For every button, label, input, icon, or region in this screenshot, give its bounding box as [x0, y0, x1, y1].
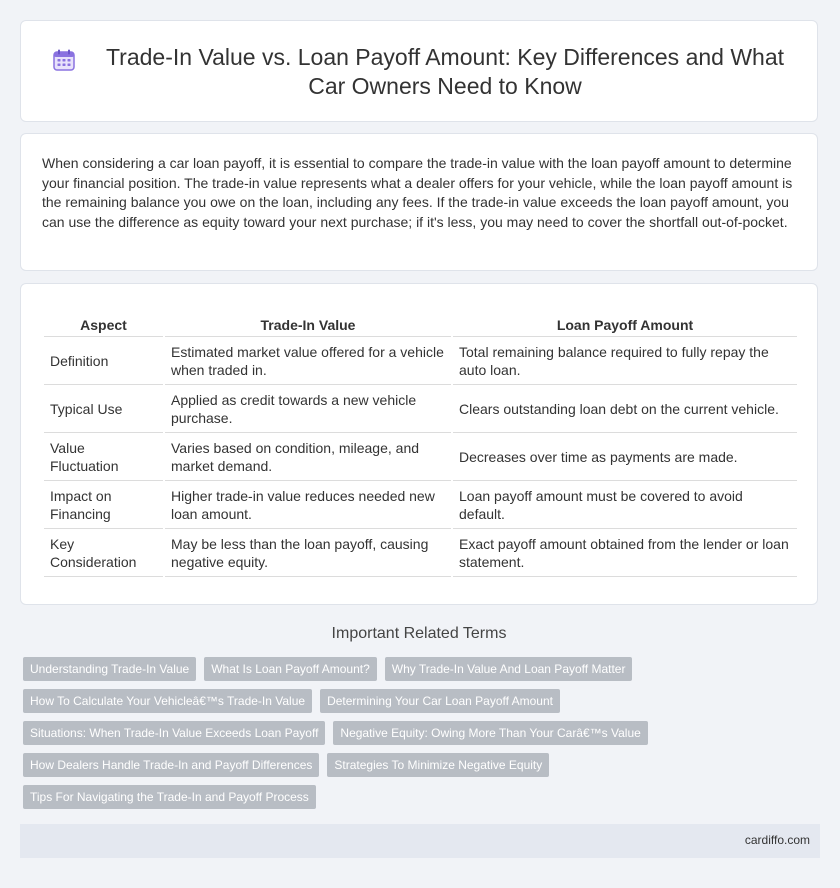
aspect-cell: Definition [44, 337, 163, 385]
table-row [44, 385, 797, 433]
related-term-link[interactable]: What Is Loan Payoff Amount? [204, 657, 377, 681]
intro-paragraph: When considering a car loan payoff, it is essential to compare the trade-in value with the loan payoff amount to determine your financial position. The trade-in value represents what a dealer offers for your vehicle, while the loan payoff amount is the remaining balance you owe on the loan, including any fees. If the trade-in value exceeds the loan payoff amount, you can use the difference as equity toward your next purchase; if it's less, you may need to cover the shortfall out-of-pocket. [42, 155, 793, 230]
comparison-card [20, 283, 818, 605]
loan-payoff-cell: Decreases over time as payments are made. [453, 433, 797, 481]
page-title: Trade-In Value vs. Loan Payoff Amount: Key Differences and What Car Owners Need to Know [105, 44, 785, 99]
table-header-row [44, 314, 797, 337]
aspect-cell: Impact on Financing [44, 481, 163, 529]
intro-card [20, 133, 818, 271]
related-terms-heading: Important Related Terms [331, 625, 507, 642]
trade-in-cell: May be less than the loan payoff, causing negative equity. [165, 529, 451, 577]
tag-row [23, 753, 643, 777]
table-row [44, 481, 797, 529]
comparison-table [42, 314, 799, 577]
aspect-cell: Value Fluctuation [44, 433, 163, 481]
site-name[interactable]: cardiffo.com [744, 833, 810, 847]
related-term-link[interactable]: How Dealers Handle Trade-In and Payoff Differences [23, 753, 319, 777]
aspect-cell: Key Consideration [44, 529, 163, 577]
related-term-link[interactable]: Negative Equity: Owing More Than Your Carâ€™s Value [333, 721, 647, 745]
trade-in-cell: Applied as credit towards a new vehicle purchase. [165, 385, 451, 433]
related-term-link[interactable]: Situations: When Trade-In Value Exceeds Loan Payoff [23, 721, 325, 745]
loan-payoff-cell: Clears outstanding loan debt on the current vehicle. [453, 385, 797, 433]
column-header-aspect: Aspect [44, 314, 163, 337]
related-term-link[interactable]: Determining Your Car Loan Payoff Amount [320, 689, 560, 713]
trade-in-cell: Varies based on condition, mileage, and market demand. [165, 433, 451, 481]
trade-in-cell: Estimated market value offered for a vehicle when traded in. [165, 337, 451, 385]
related-term-link[interactable]: How To Calculate Your Vehicleâ€™s Trade-In Value [23, 689, 312, 713]
related-term-link[interactable]: Tips For Navigating the Trade-In and Payoff Process [23, 785, 316, 809]
column-header-trade-in-value: Trade-In Value [165, 314, 451, 337]
tag-row [23, 689, 643, 713]
related-terms-list [23, 657, 643, 817]
loan-payoff-cell: Exact payoff amount obtained from the lender or loan statement. [453, 529, 797, 577]
tag-row [23, 657, 643, 681]
loan-payoff-cell: Loan payoff amount must be covered to avoid default. [453, 481, 797, 529]
table-row [44, 433, 797, 481]
related-term-link[interactable]: Understanding Trade-In Value [23, 657, 196, 681]
loan-payoff-cell: Total remaining balance required to fully repay the auto loan. [453, 337, 797, 385]
column-header-loan-payoff-amount: Loan Payoff Amount [453, 314, 797, 337]
footer [20, 824, 820, 858]
tag-row [23, 785, 643, 809]
title-card [20, 20, 818, 122]
calendar-icon [52, 48, 76, 72]
trade-in-cell: Higher trade-in value reduces needed new loan amount. [165, 481, 451, 529]
table-row [44, 529, 797, 577]
aspect-cell: Typical Use [44, 385, 163, 433]
table-row [44, 337, 797, 385]
tag-row [23, 721, 643, 745]
related-term-link[interactable]: Why Trade-In Value And Loan Payoff Matter [385, 657, 633, 681]
related-term-link[interactable]: Strategies To Minimize Negative Equity [327, 753, 549, 777]
